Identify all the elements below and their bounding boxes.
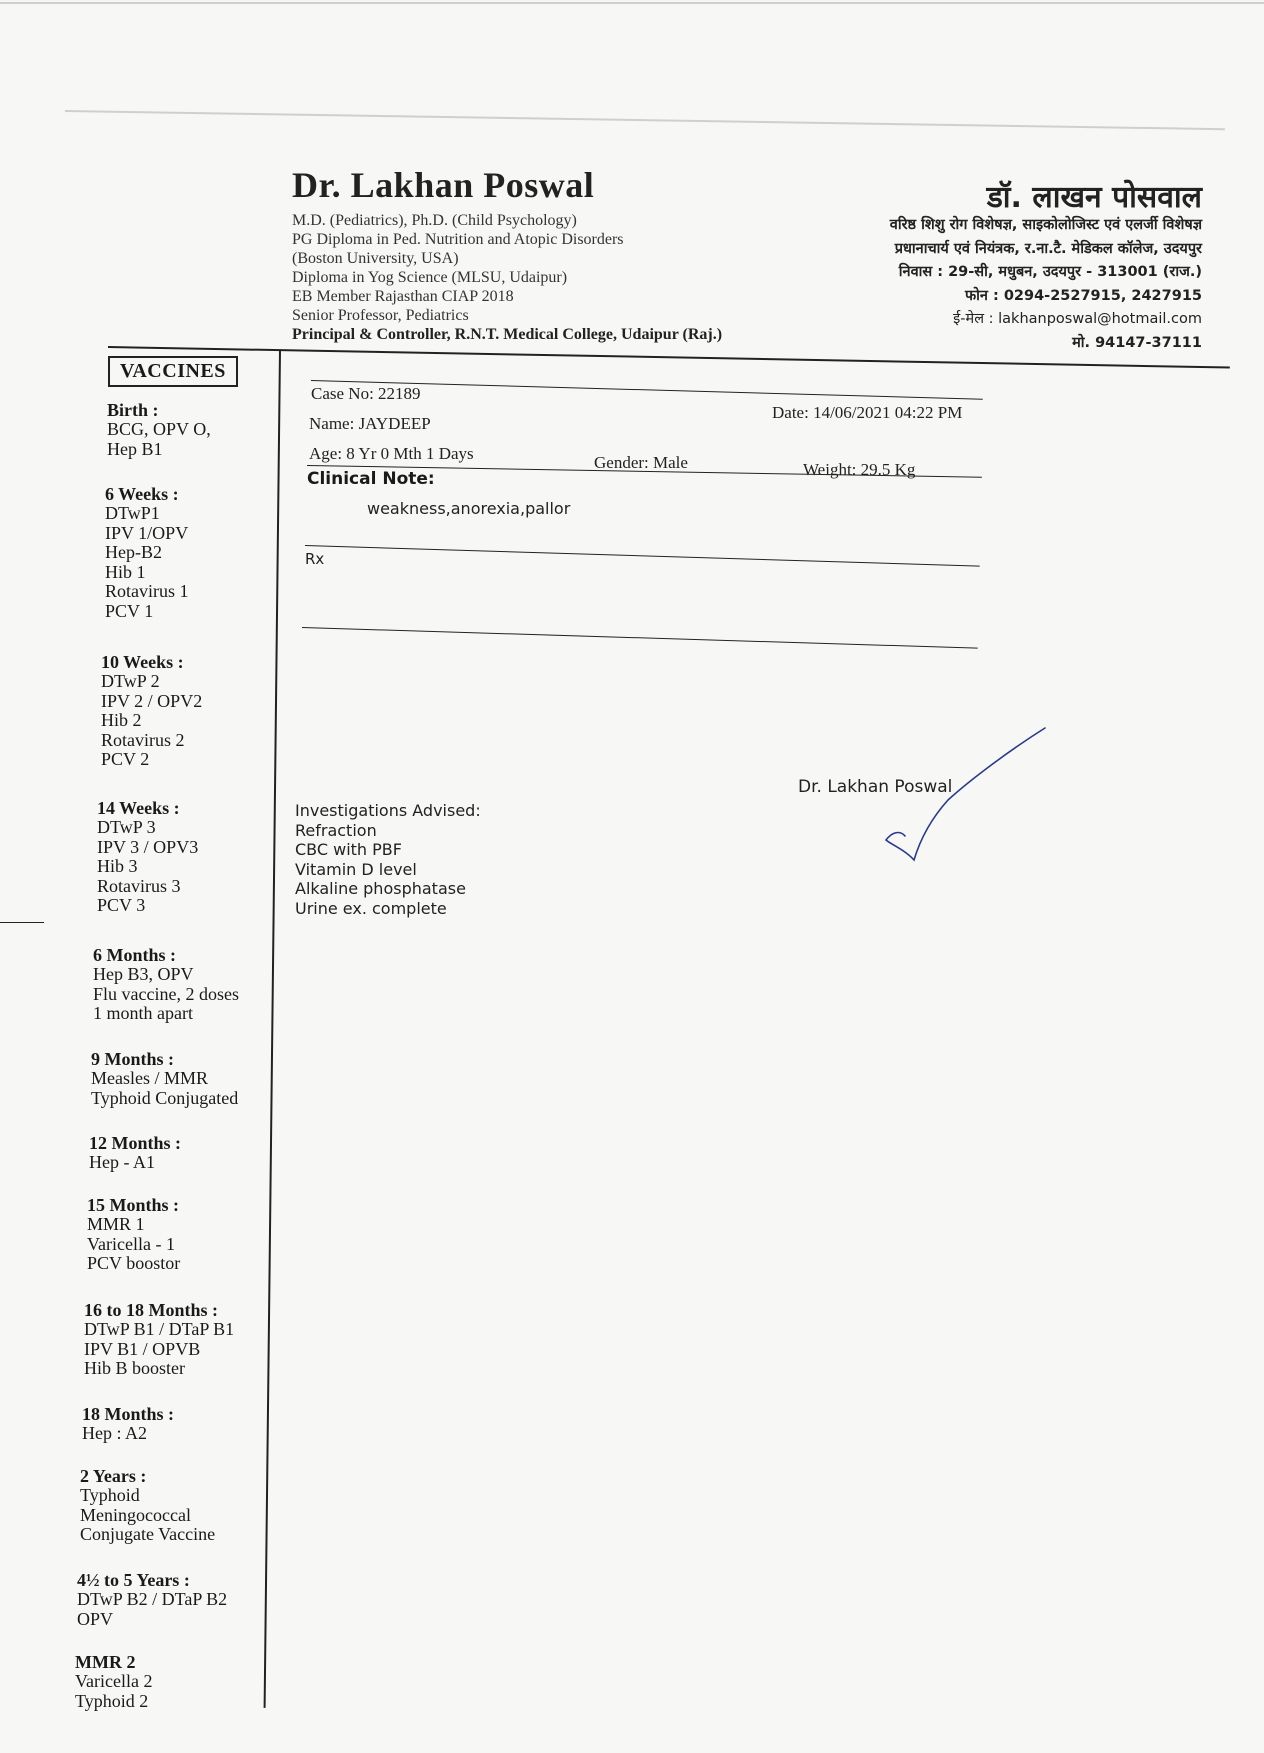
vaccine-item: Conjugate Vaccine (80, 1524, 216, 1544)
vaccine-group-heading: 2 Years : (80, 1466, 147, 1486)
vaccine-item: Hib 1 (105, 561, 146, 582)
investigation-item: Refraction (295, 820, 377, 840)
vaccine-item: MMR 1 (87, 1214, 145, 1234)
vaccine-item: Meningococcal (80, 1504, 191, 1525)
credential-line: Diploma in Yog Science (MLSU, Udaipur) (292, 269, 568, 286)
signature-scribble-icon (850, 720, 1050, 880)
credentials-block (292, 211, 722, 344)
vaccine-group-heading: MMR 2 (75, 1652, 136, 1672)
rx-bottom-rule (302, 627, 978, 649)
vaccine-item: Varicella - 1 (87, 1233, 175, 1254)
vaccine-group-heading: 6 Months : (93, 945, 177, 965)
credential-line: M.D. (Pediatrics), Ph.D. (Child Psychology) (292, 212, 577, 229)
vaccine-item: Flu vaccine, 2 doses (93, 983, 239, 1004)
vaccine-item: IPV 3 / OPV3 (97, 836, 199, 857)
vaccine-item: PCV 1 (105, 600, 154, 621)
vaccine-group-heading: 12 Months : (89, 1133, 182, 1153)
vaccine-item: Rotavirus 2 (101, 729, 185, 750)
hindi-line: फोन : 0294-2527915, 2427915 (964, 287, 1202, 304)
vaccine-item: Hib 3 (97, 856, 138, 876)
clinical-note-label: Clinical Note: (307, 469, 435, 489)
vaccine-item: DTwP B1 / DTaP B1 (84, 1319, 235, 1339)
vaccine-group-heading: Birth : (107, 400, 159, 420)
vaccine-group (105, 484, 285, 621)
investigation-item: Alkaline phosphatase (295, 879, 466, 898)
vaccine-group (89, 1133, 269, 1173)
vaccine-item: PCV boostor (87, 1253, 181, 1273)
vaccine-item: DTwP 3 (97, 817, 156, 837)
vaccine-item: IPV 1/OPV (105, 522, 189, 543)
vaccine-group (80, 1466, 260, 1545)
hindi-line: मो. 94147-37111 (1072, 334, 1202, 351)
vaccine-group (91, 1049, 271, 1108)
vaccine-item: IPV 2 / OPV2 (101, 690, 203, 711)
vaccine-group-heading: 6 Weeks : (105, 484, 179, 504)
hindi-line: प्रधानाचार्य एवं नियंत्रक, र.ना.टै. मेडिकल कॉलेज, उदयपुर (894, 240, 1202, 257)
credential-line: (Boston University, USA) (292, 250, 459, 267)
vaccine-group-heading: 18 Months : (82, 1404, 175, 1424)
vaccine-item: PCV 2 (101, 749, 150, 769)
vaccine-group-heading: 9 Months : (91, 1049, 175, 1069)
investigation-item: Vitamin D level (295, 859, 417, 879)
vaccine-item: Hep : A2 (82, 1423, 147, 1443)
vaccine-group (101, 652, 281, 770)
vaccine-group (107, 400, 287, 459)
vaccine-group (77, 1570, 257, 1629)
vaccine-item: Hep - A1 (89, 1152, 155, 1172)
paper-fold-line (65, 110, 1225, 130)
vaccine-group (75, 1652, 255, 1711)
vaccine-item: DTwP1 (105, 503, 160, 523)
vaccine-group (97, 798, 277, 916)
vaccine-item: Measles / MMR (91, 1068, 208, 1088)
vaccine-group (84, 1300, 264, 1379)
case-number: Case No: 22189 (311, 384, 421, 403)
vaccine-group-heading: 15 Months : (87, 1195, 180, 1215)
vaccine-item: BCG, OPV O, (107, 419, 211, 439)
rx-label: Rx (305, 550, 325, 568)
patient-gender: Gender: Male (594, 453, 688, 472)
doctor-name: Dr. Lakhan Poswal (292, 165, 595, 205)
vaccine-item: OPV (77, 1608, 114, 1629)
vaccine-item: IPV B1 / OPVB (84, 1338, 201, 1359)
vaccine-item: Typhoid 2 (75, 1690, 149, 1711)
hindi-line: वरिष्ठ शिशु रोग विशेषज्ञ, साइकोलोजिस्ट एवं एलर्जी विशेषज्ञ (889, 217, 1202, 233)
vaccine-item: Typhoid Conjugated (91, 1087, 239, 1108)
hindi-line: निवास : 29-सी, मधुबन, उदयपुर - 313001 (राज.) (898, 264, 1202, 280)
vaccine-item: DTwP B2 / DTaP B2 (77, 1589, 228, 1609)
patient-weight: Weight: 29.5 Kg (803, 460, 916, 479)
vaccine-item: Hep B3, OPV (93, 964, 194, 984)
vaccine-group-heading: 10 Weeks : (101, 652, 184, 672)
vaccine-item: Hep-B2 (105, 542, 162, 562)
credential-line: PG Diploma in Ped. Nutrition and Atopic Disorders (292, 231, 624, 248)
doctor-name-hindi: डॉ. लाखन पोसवाल (986, 180, 1202, 215)
credential-line: Senior Professor, Pediatrics (292, 307, 469, 324)
investigations-title: Investigations Advised: (295, 801, 481, 820)
investigation-item: Urine ex. complete (295, 898, 447, 918)
hindi-line: ई-मेल : lakhanposwal@hotmail.com (953, 311, 1202, 327)
investigations-block (295, 801, 481, 918)
signature-name: Dr. Lakhan Poswal (798, 777, 953, 797)
patient-name: Name: JAYDEEP (309, 414, 431, 433)
vaccine-item: Varicella 2 (75, 1671, 153, 1691)
patient-age: Age: 8 Yr 0 Mth 1 Days (309, 444, 474, 463)
vaccine-item: PCV 3 (97, 895, 146, 915)
credential-line: Principal & Controller, R.N.T. Medical College, Udaipur (Raj.) (292, 326, 723, 343)
margin-mark (0, 922, 44, 923)
visit-date: Date: 14/06/2021 04:22 PM (772, 403, 963, 422)
vaccine-group (93, 945, 273, 1024)
vaccine-group (82, 1404, 262, 1444)
vaccine-item: DTwP 2 (101, 671, 160, 691)
vaccine-item: Rotavirus 1 (105, 581, 189, 601)
vaccine-group-heading: 16 to 18 Months : (84, 1300, 218, 1320)
vaccine-item: Hib 2 (101, 710, 142, 730)
hindi-details-block (890, 214, 1202, 355)
credential-line: EB Member Rajasthan CIAP 2018 (292, 288, 514, 305)
vaccine-group-heading: 4½ to 5 Years : (77, 1570, 190, 1590)
page-top-edge (0, 2, 1264, 4)
vaccine-item: Typhoid (80, 1485, 140, 1505)
vaccine-item: Hib B booster (84, 1358, 185, 1378)
vaccine-item: 1 month apart (93, 1003, 193, 1023)
investigation-item: CBC with PBF (295, 840, 402, 859)
clinical-note-text: weakness,anorexia,pallor (367, 499, 571, 518)
clinical-bottom-rule (305, 545, 980, 567)
vaccine-group-heading: 14 Weeks : (97, 798, 180, 818)
vaccine-item: Hep B1 (107, 438, 163, 459)
vaccine-item: Rotavirus 3 (97, 875, 181, 896)
vaccine-group (87, 1195, 267, 1274)
vaccines-title: VACCINES (108, 356, 238, 387)
